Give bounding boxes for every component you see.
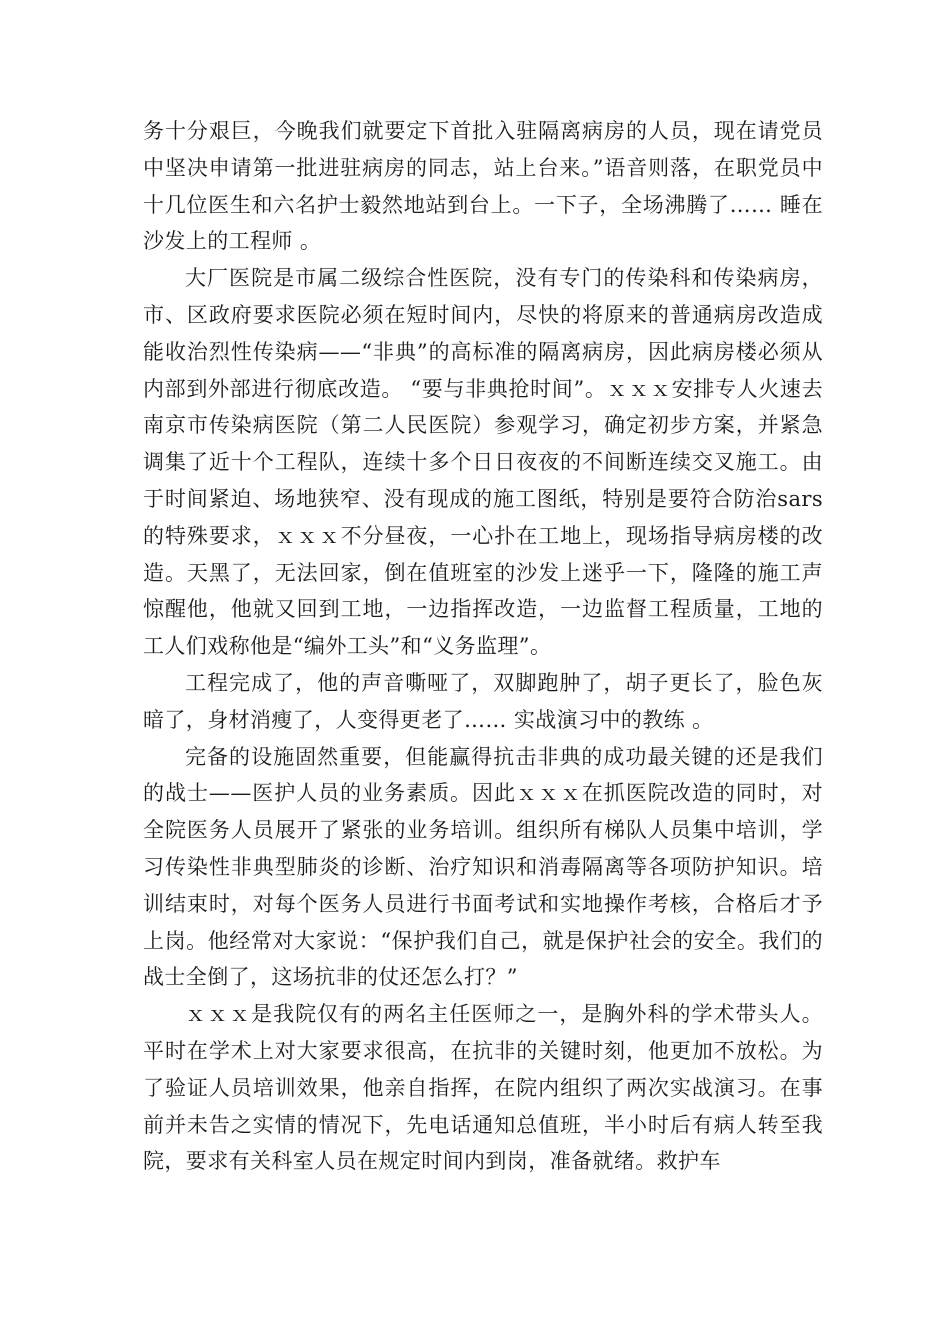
paragraph: ｘｘｘ是我院仅有的两名主任医师之一，是胸外科的学术带头人。平时在学术上对大家要求很高，在抗非的关键时刻，他更加不放松。为了验证人员培训效果，他亲自指挥，在院内组织了两次实战演习。在事前并未告之实情的情况下，先电话通知总值班，半小时后有病人转至我院，要求有关科室人员在规定时间内到岗，准备就绪。救护车 (143, 1002, 823, 1174)
document-body (143, 113, 823, 1180)
paragraph: 大厂医院是市属二级综合性医院，没有专门的传染科和传染病房，市、区政府要求医院必须在短时间内，尽快的将原来的普通病房改造成能收治烈性传染病——“非典”的高标准的隔离病房，因此病房楼必须从内部到外部进行彻底改造。 “要与非典抢时间”。ｘｘｘ安排专人火速去南京市传染病医院（第二人民医院）参观学习，确定初步方案，并紧急调集了近十个工程队，连续十多个日日夜夜的不间断连续交叉施工。由于时间紧迫、场地狭窄、没有现成的施工图纸，特别是要符合防治sars的特殊要求，ｘｘｘ不分昼夜，一心扑在工地上，现场指导病房楼的改造。天黑了，无法回家，倒在值班室的沙发上迷乎一下，隆隆的施工声惊醒他，他就又回到工地，一边指挥改造，一边监督工程质量，工地的工人们戏称他是“编外工头”和“义务监理”。 (143, 266, 823, 659)
paragraph: 完备的设施固然重要，但能赢得抗击非典的成功最关键的还是我们的战士——医护人员的业务素质。因此ｘｘｘ在抓医院改造的同时，对全院医务人员展开了紧张的业务培训。组织所有梯队人员集中培训，学习传染性非典型肺炎的诊断、治疗知识和消毒隔离等各项防护知识。培训结束时，对每个医务人员进行书面考试和实地操作考核，合格后才予上岗。他经常对大家说：“保护我们自己，就是保护社会的安全。我们的战士全倒了，这场抗非的仗还怎么打？” (143, 744, 823, 990)
paragraph: 工程完成了，他的声音嘶哑了，双脚跑肿了，胡子更长了，脸色灰暗了，身材消瘦了，人变得更老了…… 实战演习中的教练 。 (143, 670, 823, 732)
paragraph: 务十分艰巨，今晚我们就要定下首批入驻隔离病房的人员，现在请党员中坚决申请第一批进驻病房的同志，站上台来。”语音则落，在职党员中十几位医生和六名护士毅然地站到台上。一下子，全场沸腾了…… 睡在沙发上的工程师 。 (143, 119, 823, 254)
